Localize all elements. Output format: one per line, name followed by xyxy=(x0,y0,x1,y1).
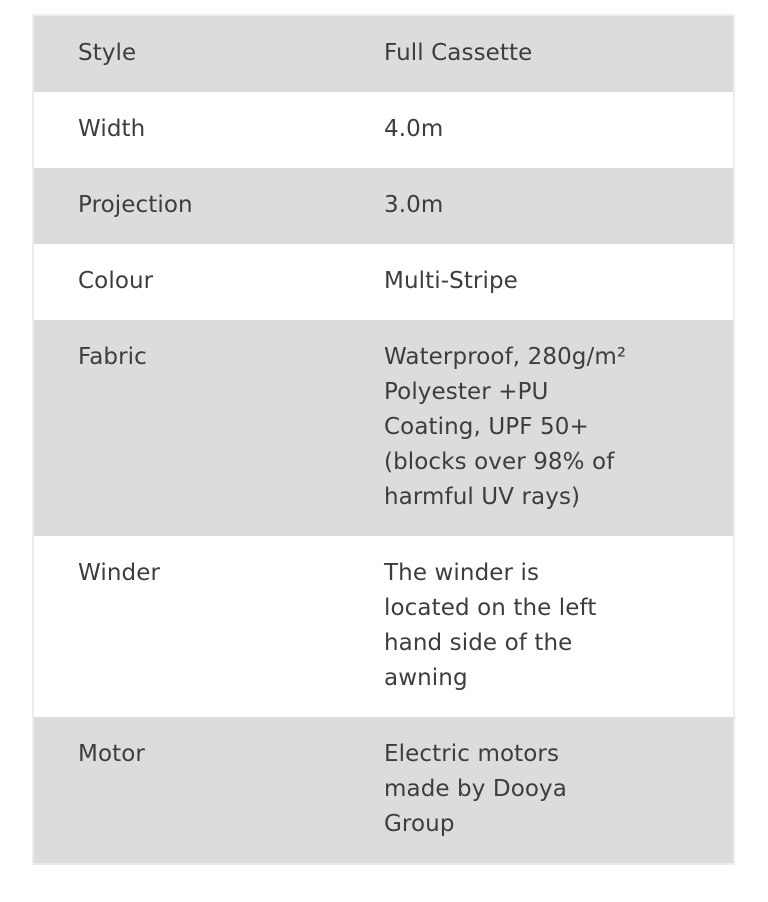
row-label: Style xyxy=(78,40,137,66)
row-value: Electric motors made by Dooya Group xyxy=(384,741,567,837)
row-value: Multi-Stripe xyxy=(384,268,518,294)
row-value: Waterproof, 280g/m² Polyester +PU Coating, UPF 50+ (blocks over 98% of harmful UV rays) xyxy=(384,344,627,510)
table-row-colour xyxy=(34,244,733,320)
row-value: 3.0m xyxy=(384,192,444,218)
row-label: Projection xyxy=(78,192,193,218)
row-label: Winder xyxy=(78,560,161,586)
row-value: 4.0m xyxy=(384,116,444,142)
row-value: Full Cassette xyxy=(384,40,533,66)
table-row-motor xyxy=(34,717,733,863)
row-label: Width xyxy=(78,116,146,142)
table-row-projection xyxy=(34,168,733,244)
table-row-fabric xyxy=(34,320,733,536)
table-row-width xyxy=(34,92,733,168)
row-label: Fabric xyxy=(78,344,147,370)
table-row-winder xyxy=(34,536,733,717)
specifications-table xyxy=(32,14,735,865)
table-row-style xyxy=(34,16,733,92)
row-label: Colour xyxy=(78,268,154,294)
row-value: The winder is located on the left hand side of the awning xyxy=(384,560,597,691)
row-label: Motor xyxy=(78,741,145,767)
